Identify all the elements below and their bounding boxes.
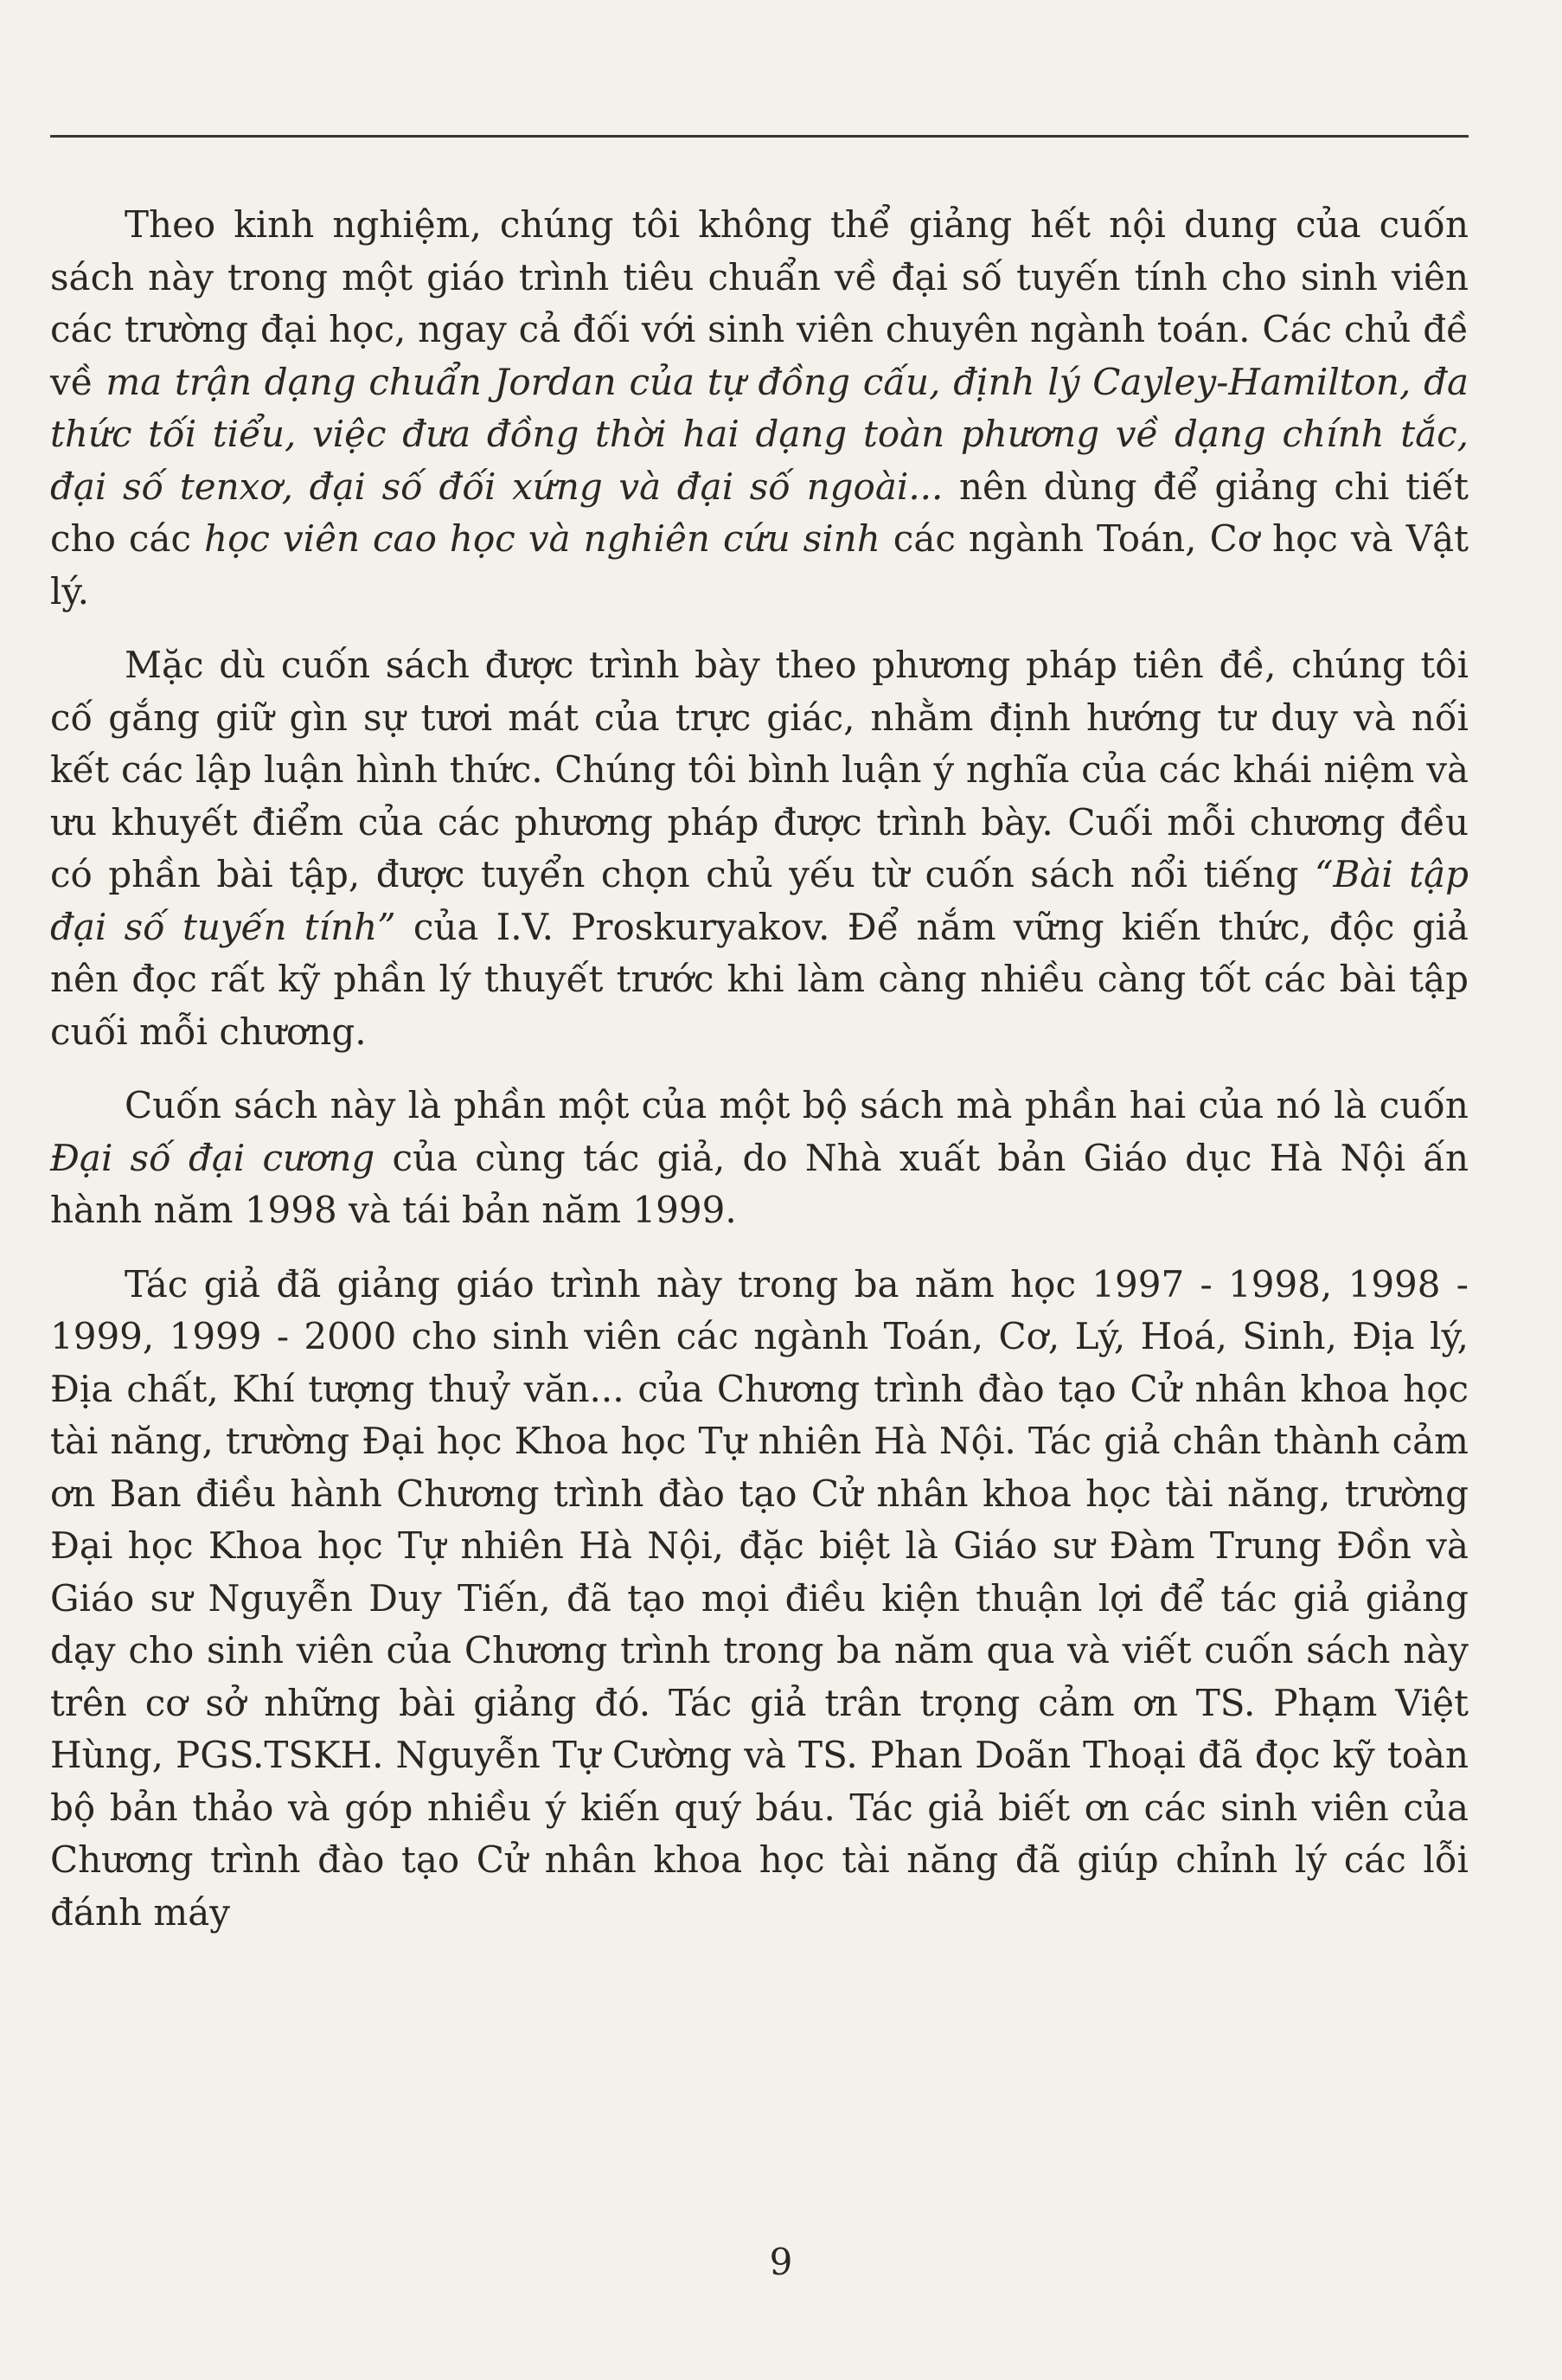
header-rule: [50, 135, 1469, 138]
text-run: của I.V. Proskuryakov. Để nắm vững kiến thức, độc giả nên đọc rất kỹ phần lý thuyết trước khi làm càng nhiều càng tốt các bài tập cuối mỗi chương.: [50, 905, 1469, 1053]
text-run: Theo kinh nghiệm, chúng tôi không thể giảng hết nội dung của cuốn sách này trong một giáo trình tiêu chuẩn về đại số tuyến tính cho sinh viên các trường đại học, ngay cả đối với sinh viên chuyên ngành toán. Các chủ đề về: [50, 203, 1469, 403]
italic-text-run: “Bài tập đại số tuyến tính”: [50, 853, 1469, 948]
italic-text-run: học viên cao học và nghiên cứu sinh: [204, 517, 880, 560]
text-run: Cuốn sách này là phần một của một bộ sách mà phần hai của nó là cuốn: [125, 1084, 1469, 1126]
paragraph: [50, 1259, 1469, 1940]
text-run: nên dùng để giảng chi tiết cho các: [50, 465, 1469, 560]
italic-text-run: ma trận dạng chuẩn Jordan của tự đồng cấu, định lý Cayley-Hamilton, đa thức tối tiểu, việc đưa đồng thời hai dạng toàn phương về dạng chính tắc, đại số tenxơ, đại số đối xứng và đại số ngoài...: [50, 360, 1469, 508]
text-run: các ngành Toán, Cơ học và Vật lý.: [50, 517, 1469, 613]
paragraph: [50, 639, 1469, 1058]
italic-text-run: Đại số đại cương: [50, 1136, 375, 1179]
page-number: 9: [769, 2241, 793, 2283]
body-text: [50, 199, 1469, 1939]
paragraph: [50, 1080, 1469, 1237]
text-run: của cùng tác giả, do Nhà xuất bản Giáo dục Hà Nội ấn hành năm 1998 và tái bản năm 1999.: [50, 1136, 1469, 1231]
text-run: Mặc dù cuốn sách được trình bày theo phương pháp tiên đề, chúng tôi cố gắng giữ gìn sự tươi mát của trực giác, nhằm định hướng tư duy và nối kết các lập luận hình thức. Chúng tôi bình luận ý nghĩa của các khái niệm và ưu khuyết điểm của các phương pháp được trình bày. Cuối mỗi chương đều có phần bài tập, được tuyển chọn chủ yếu từ cuốn sách nổi tiếng: [50, 644, 1469, 895]
text-run: Tác giả đã giảng giáo trình này trong ba năm học 1997 - 1998, 1998 - 1999, 1999 - 2000 cho sinh viên các ngành Toán, Cơ, Lý, Hoá, Sinh, Địa lý, Địa chất, Khí tượng thuỷ văn... của Chương trình đào tạo Cử nhân khoa học tài năng, trường Đại học Khoa học Tự nhiên Hà Nội. Tác giả chân thành cảm ơn Ban điều hành Chương trình đào tạo Cử nhân khoa học tài năng, trường Đại học Khoa học Tự nhiên Hà Nội, đặc biệt là Giáo sư Đàm Trung Đồn và Giáo sư Nguyễn Duy Tiến, đã tạo mọi điều kiện thuận lợi để tác giả giảng dạy cho sinh viên của Chương trình trong ba năm qua và viết cuốn sách này trên cơ sở những bài giảng đó. Tác giả trân trọng cảm ơn TS. Phạm Việt Hùng, PGS.TSKH. Nguyễn Tự Cường và TS. Phan Doãn Thoại đã đọc kỹ toàn bộ bản thảo và góp nhiều ý kiến quý báu. Tác giả biết ơn các sinh viên của Chương trình đào tạo Cử nhân khoa học tài năng đã giúp chỉnh lý các lỗi đánh máy: [50, 1262, 1469, 1934]
paragraph: [50, 199, 1469, 618]
